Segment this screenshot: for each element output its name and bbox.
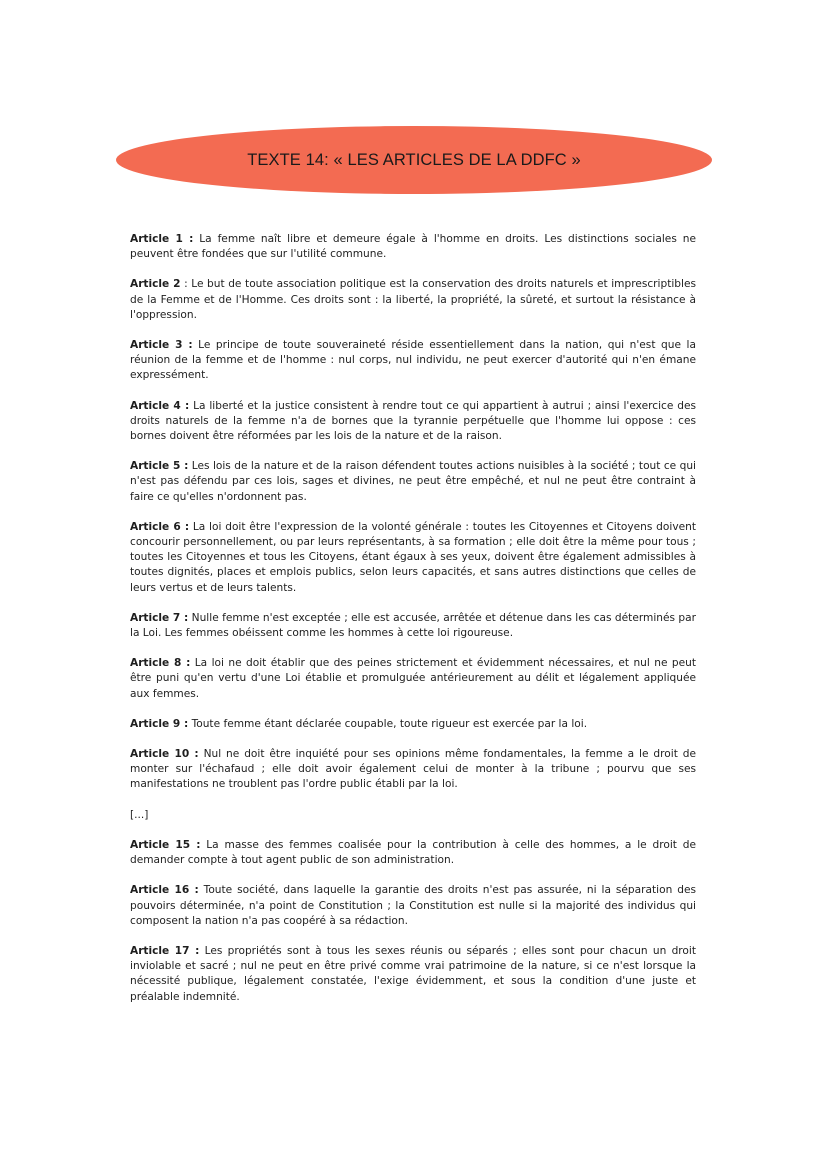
page-title: TEXTE 14: « LES ARTICLES DE LA DDFC » [247,150,581,169]
article-9 [130,717,696,732]
article-text: : Le but de toute association politique est la conservation des droits naturels et imprescriptibles de la Femme et de l'Homme. Ces droits sont : la liberté, la propriété, la sûreté, et surtout la résistance à l'oppression. [130,278,697,321]
article-label: Article 4 : [130,399,190,412]
article-text: La liberté et la justice consistent à rendre tout ce qui appartient à autrui ; ainsi l'exercice des droits naturels de la femme n'a de bornes que la tyrannie perpétuelle que l'homme lui oppose : ces bornes doivent être réformées par les lois de la nature et de la raison. [130,399,696,443]
title-banner [116,126,712,194]
article-label: Article 6 : [130,520,190,533]
article-label: Article 3 : [130,339,193,352]
article-7 [130,611,696,641]
article-17 [130,944,696,1005]
article-2 [130,277,696,323]
article-text: La femme naît libre et demeure égale à l'homme en droits. Les distinctions sociales ne peuvent être fondées que sur l'utilité commune. [130,233,696,261]
article-text: Nul ne doit être inquiété pour ses opinions même fondamentales, la femme a le droit de monter sur l'échafaud ; elle doit avoir également celui de monter à la tribune ; pourvu que ses manifestations ne troublent pas l'ordre public établi par la loi. [130,748,696,791]
article-15 [130,838,696,868]
article-6 [130,520,696,596]
article-label: Article 1 : [130,233,194,245]
article-label: Article 8 : [130,657,191,670]
article-text: La masse des femmes coalisée pour la contribution à celle des hommes, a le droit de demander compte à tout agent public de son administration. [130,838,696,867]
article-text: Le principe de toute souveraineté réside essentiellement dans la nation, qui n'est que la réunion de la femme et de l'homme : nul corps, nul individu, ne peut exercer d'autorité qui n'en émane expressément. [130,339,696,382]
articles-list [130,232,696,1020]
article-text: La loi ne doit établir que des peines strictement et évidemment nécessaires, et nul ne peut être puni qu'en vertu d'une Loi établie et promulguée antérieurement au délit et légalement appliquée aux femmes. [130,657,697,700]
article-label: Article 2 [130,278,181,291]
article-text: Nulle femme n'est exceptée ; elle est accusée, arrêtée et détenue dans les cas déterminés par la Loi. Les femmes obéissent comme les hommes à cette loi rigoureuse. [130,611,696,640]
article-text: Les propriétés sont à tous les sexes réunis ou séparés ; elles sont pour chacun un droit inviolable et sacré ; nul ne peut en être privé comme vrai patrimoine de la nature, si ce n'est lorsque la nécessité publique, légalement constatée, l'exige évidemment, et sous la condition d'une juste et préalable indemnité. [130,944,697,1003]
article-label: Article 17 : [130,944,200,957]
article-4 [130,399,696,445]
article-text: Les lois de la nature et de la raison défendent toutes actions nuisibles à la société ; tout ce qui n'est pas défendu par ces lois, sages et divines, ne peut être empêché, et nul ne peut être contraint à faire ce qu'elles n'ordonnent pas. [130,460,696,503]
article-label: Article 16 : [130,884,199,897]
article-label: Article 5 : [130,460,189,473]
article-5 [130,459,696,505]
article-text: Toute femme étant déclarée coupable, toute rigueur est exercée par la loi. [188,717,588,730]
article-1 [130,232,696,262]
omission-marker: [...] [130,808,149,821]
article-3 [130,338,696,384]
article-label: Article 15 : [130,838,201,851]
article-10 [130,747,696,793]
article-8 [130,656,696,702]
article-text: La loi doit être l'expression de la volonté générale : toutes les Citoyennes et Citoyens doivent concourir personnellement, ou par leurs représentants, à sa formation ; elle doit être la même pour tous ; toutes les Citoyennes et tous les Citoyens, étant égaux à ses yeux, doivent être également admissibles à toutes dignités, places et emplois publics, selon leurs capacités, et sans autres distinctions que celles de leurs vertus et de leurs talents. [130,520,696,594]
article-label: Article 7 : [130,611,189,624]
article-label: Article 10 : [130,748,199,761]
article-text: Toute société, dans laquelle la garantie des droits n'est pas assurée, ni la séparation des pouvoirs déterminée, n'a point de Constitution ; la Constitution est nulle si la majorité des individus qui composent la nation n'a pas coopéré à sa rédaction. [130,884,696,927]
article-label: Article 9 : [130,717,189,730]
article-16 [130,883,696,929]
